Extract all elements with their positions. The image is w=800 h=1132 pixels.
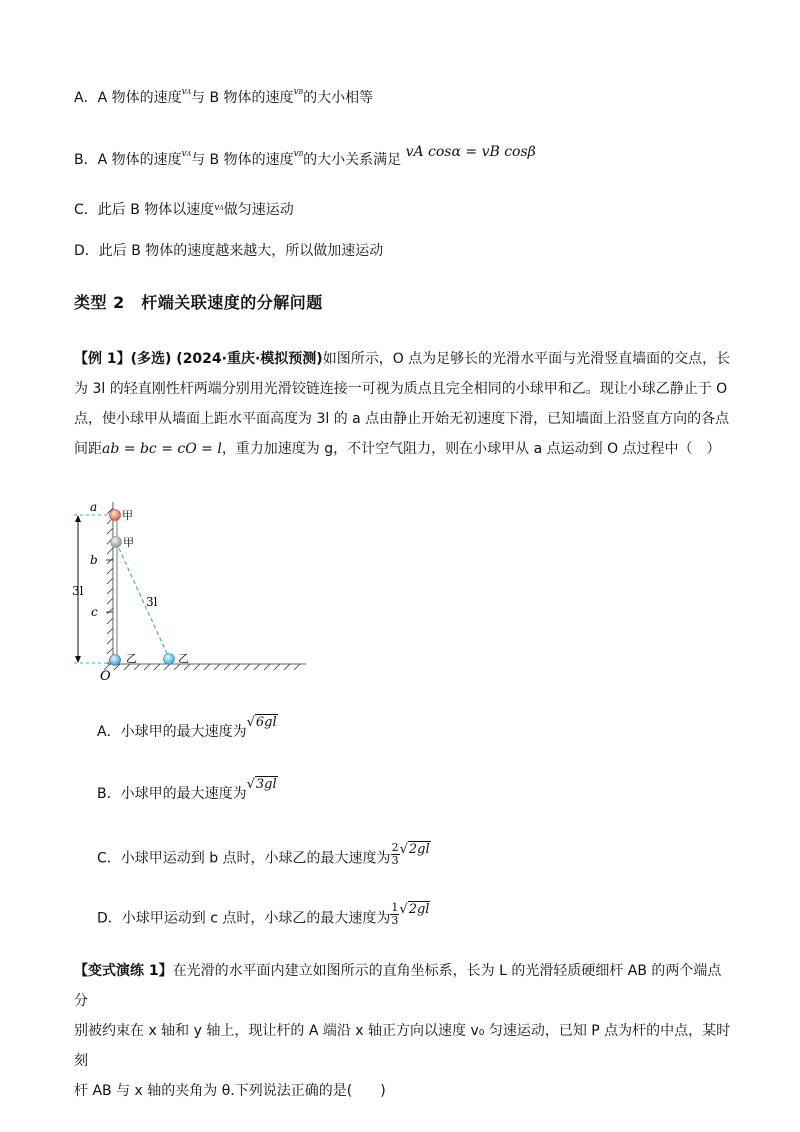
option-c-prefix: C．此后 B 物体以速度 xyxy=(74,202,215,218)
ball-yi-moved xyxy=(164,654,175,665)
variant-line-2: 别被约束在 x 轴和 y 轴上，现让杆的 A 端沿 x 轴正方向以速度 v₀ 匀速运动，已知 P 点为杆的中点，某时刻 xyxy=(74,1023,731,1069)
answer-c[interactable] xyxy=(97,841,431,871)
label-c: c xyxy=(91,605,98,619)
wall-rod-diagram xyxy=(70,498,310,688)
var-vB: vB xyxy=(293,149,304,159)
example-line-4: 间距ab = bc = cO = l，重力加速度为 g，不计空气阻力，则在小球甲从 a 点运动到 O 点过程中（ ） xyxy=(74,441,721,457)
label-O: O xyxy=(100,669,111,684)
label-b: b xyxy=(90,553,98,567)
arrow-head-up xyxy=(75,515,81,522)
label-a: a xyxy=(90,500,98,514)
option-c-suffix: 做匀速运动 xyxy=(223,202,294,218)
option-b-suffix: 的大小关系满足 xyxy=(303,152,402,168)
answer-a[interactable] xyxy=(97,715,278,743)
variant-line-1: 【变式演练 1】在光滑的水平面内建立如图所示的直角坐标系，长为 L 的光滑轻质硬细杆 AB 的两个端点分 xyxy=(74,963,722,1009)
label-3l-rod: 3l xyxy=(146,595,158,609)
ball-yi-start xyxy=(110,655,121,666)
option-c-top xyxy=(74,200,294,223)
answer-b[interactable] xyxy=(97,777,278,805)
wall-hatch xyxy=(107,502,113,664)
sqrt-2gl: √2gl xyxy=(399,901,430,917)
example-line-3: 点，使小球甲从墙面上距水平面高度为 3l 的 a 点由静止开始无初速度下滑，已知墙面上沿竖直方向的各点 xyxy=(74,411,730,427)
var-vB: vB xyxy=(293,87,304,97)
answer-d[interactable] xyxy=(97,901,430,931)
example-line-1: 【例 1】(多选) (2024·重庆·模拟预测)如图所示，O 点为足够长的光滑水平面与光滑竖直墙面的交点，长 xyxy=(74,351,731,367)
ball-jia-start xyxy=(110,510,121,521)
option-b-mid: 与 B 物体的速度 xyxy=(191,152,294,168)
example-paragraph xyxy=(74,344,734,464)
sqrt-3gl: √3gl xyxy=(246,777,277,792)
fraction-1-3: $\frac{1}{3}$ xyxy=(391,901,399,927)
velocity-relation-formula: vA cosα = vB cosβ xyxy=(405,144,536,160)
answer-d-text: D．小球甲运动到 c 点时，小球乙的最大速度为 xyxy=(97,910,391,927)
fraction-2-3: $\frac{2}{3}$ xyxy=(391,841,399,867)
var-vA: vA xyxy=(214,203,224,213)
variant-paragraph xyxy=(74,956,734,1106)
option-a-prefix: A．A 物体的速度 xyxy=(74,90,182,106)
example-line-2: 为 3l 的轻直刚性杆两端分别用光滑铰链连接一可视为质点且完全相同的小球甲和乙。现让小球乙静止于 O xyxy=(74,381,728,397)
variant-line-3: 杆 AB 与 x 轴的夹角为 θ.下列说法正确的是( ) xyxy=(74,1083,386,1099)
arrow-head-down xyxy=(75,656,81,663)
ball-jia-moved xyxy=(111,537,122,548)
option-d-top: D．此后 B 物体的速度越来越大，所以做加速运动 xyxy=(74,243,384,259)
option-b-top xyxy=(74,144,536,173)
label-jia-top: 甲 xyxy=(122,509,133,522)
var-vA: vA xyxy=(181,149,192,159)
sqrt-6gl: √6gl xyxy=(246,715,277,730)
label-3l-left: 3l xyxy=(72,584,84,598)
section-title: 类型 2 杆端关联速度的分解问题 xyxy=(74,293,323,312)
rod-dashed xyxy=(116,542,169,658)
label-yi-left: 乙 xyxy=(126,652,137,665)
option-a-top xyxy=(74,88,373,111)
answer-b-text: B．小球甲的最大速度为 xyxy=(97,786,247,802)
answer-c-text: C．小球甲运动到 b 点时，小球乙的最大速度为 xyxy=(97,850,391,867)
sqrt-2gl: √2gl xyxy=(399,841,430,857)
option-a-mid: 与 B 物体的速度 xyxy=(191,90,294,106)
label-yi-right: 乙 xyxy=(178,652,189,665)
answer-a-text: A．小球甲的最大速度为 xyxy=(97,724,247,740)
option-b-prefix: B．A 物体的速度 xyxy=(74,152,182,168)
var-vA: vA xyxy=(181,87,192,97)
label-jia-mid: 甲 xyxy=(123,536,134,549)
option-a-suffix: 的大小相等 xyxy=(303,90,374,106)
